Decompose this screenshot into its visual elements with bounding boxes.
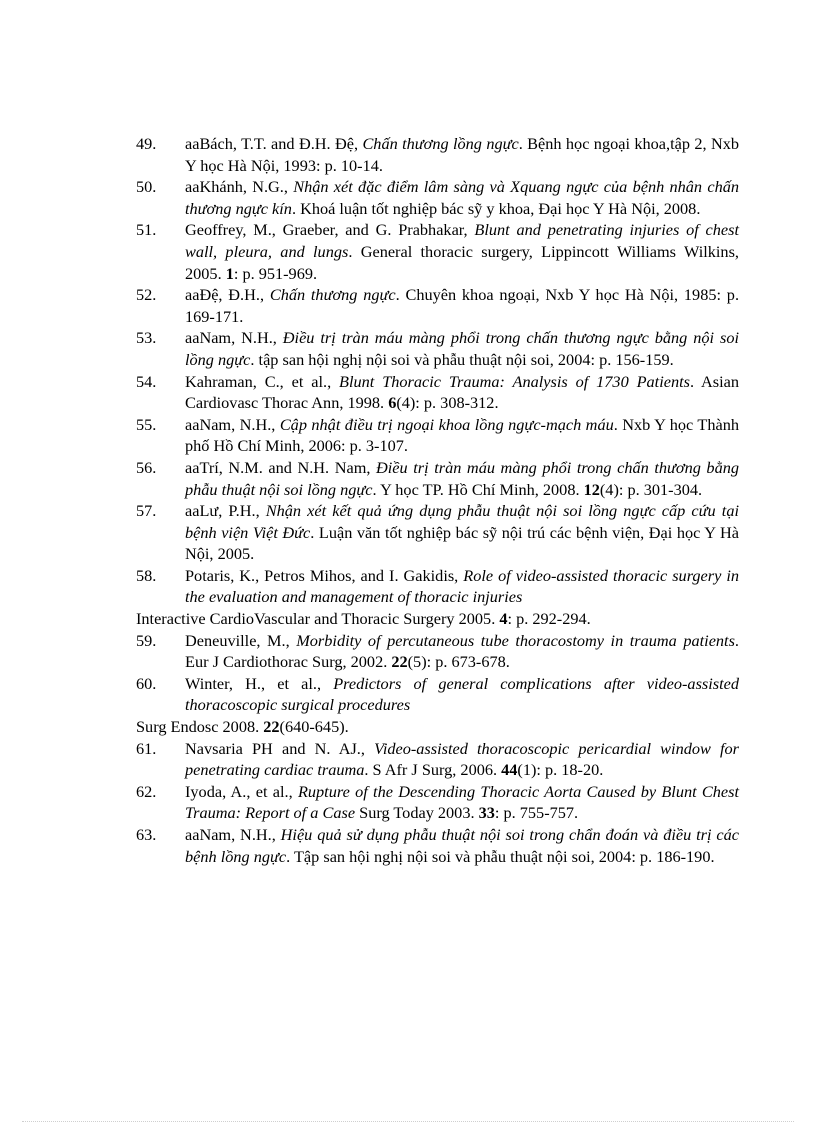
reference-number: 63. (136, 825, 157, 844)
reference-text: Potaris, K., Petros Mihos, and I. Gakidis, Role of video-assisted thoracic surgery in the evaluation and management of thoracic injuries Interactive CardioVascular and Thoracic Surgery 2005. 4: p. 292-294. (136, 565, 740, 629)
reference-text: Winter, H., et al., Predictors of general complications after video-assisted thoracoscopic surgical procedures Surg Endosc 2008. 22(640-645). (136, 673, 739, 737)
reference-item (136, 824, 739, 867)
reference-number: 59. (136, 630, 157, 650)
reference-item (136, 565, 739, 630)
reference-number: 53. (136, 328, 157, 348)
reference-number: 50. (136, 177, 157, 197)
reference-text: Geoffrey, M., Graeber, and G. Prabhakar, Blunt and penetrating injuries of chest wall, pleura, and lungs. General thoracic surgery, Lippincott Williams Wilkins, 2005. 1: p. 951-969. (185, 220, 739, 283)
reference-text: Iyoda, A., et al., Rupture of the Descending Thoracic Aorta Caused by Blunt Chest Trauma: Report of a Case Surg Today 2003. 33: p. 755-757. (185, 781, 739, 823)
reference-number: 62. (136, 781, 157, 801)
reference-list (136, 133, 739, 867)
reference-number: 51. (136, 220, 157, 240)
reference-text: Navsaria PH and N. AJ., Video-assisted thoracoscopic pericardial window for penetrating cardiac trauma. S Afr J Surg, 2006. 44(1): p. 18-20. (185, 738, 739, 780)
reference-journal-line: Interactive CardioVascular and Thoracic Surgery 2005. 4: p. 292-294. (136, 609, 591, 629)
page-bottom-border (22, 1121, 794, 1122)
reference-item (136, 500, 739, 565)
reference-item (136, 738, 739, 781)
reference-text: aaLư, P.H., Nhận xét kết quả ứng dụng phẫu thuật nội soi lồng ngực cấp cứu tại bệnh viện Việt Đức. Luận văn tốt nghiệp bác sỹ nội trú các bệnh viện, Đại học Y Hà Nội, 2005. (185, 501, 739, 564)
reference-text: Kahraman, C., et al., Blunt Thoracic Trauma: Analysis of 1730 Patients. Asian Cardiovasc Thorac Ann, 1998. 6(4): p. 308-312. (185, 371, 740, 413)
reference-item (136, 219, 739, 284)
reference-text: aaNam, N.H., Hiệu quả sử dụng phẫu thuật nội soi trong chẩn đoán và điều trị các bệnh lồng ngực. Tập san hội nghị nội soi và phẫu thuật nội soi, 2004: p. 186-190. (185, 825, 739, 866)
reference-number: 56. (136, 457, 157, 477)
reference-text: aaBách, T.T. and Đ.H. Đệ, Chấn thương lồng ngực. Bệnh học ngoại khoa,tập 2, Nxb Y học Hà Nội, 1993: p. 10-14. (185, 134, 739, 175)
reference-journal-line: Surg Endosc 2008. 22(640-645). (136, 717, 349, 737)
reference-text: aaĐệ, Đ.H., Chấn thương ngực. Chuyên khoa ngoại, Nxb Y học Hà Nội, 1985: p. 169-171. (185, 285, 740, 326)
reference-item (136, 414, 739, 457)
reference-text: aaTrí, N.M. and N.H. Nam, Điều trị tràn máu màng phổi trong chấn thương bằng phẫu thuật nội soi lồng ngực. Y học TP. Hồ Chí Minh, 2008. 12(4): p. 301-304. (185, 457, 739, 499)
reference-number: 61. (136, 738, 157, 758)
reference-text: aaNam, N.H., Cập nhật điều trị ngoại khoa lồng ngực-mạch máu. Nxb Y học Thành phố Hồ Chí Minh, 2006: p. 3-107. (185, 414, 740, 456)
reference-item (136, 781, 739, 824)
reference-text: Deneuville, M., Morbidity of percutaneous tube thoracostomy in trauma patients. Eur J Cardiothorac Surg, 2002. 22(5): p. 673-678. (185, 630, 739, 672)
reference-text: aaKhánh, N.G., Nhận xét đặc điểm lâm sàng và Xquang ngực của bệnh nhân chấn thương ngực kín. Khoá luận tốt nghiệp bác sỹ y khoa, Đại học Y Hà Nội, 2008. (185, 177, 739, 218)
reference-item (136, 673, 739, 738)
reference-item (136, 284, 739, 327)
reference-number: 54. (136, 371, 157, 391)
reference-number: 58. (136, 565, 157, 585)
reference-item (136, 133, 739, 176)
reference-item (136, 457, 739, 500)
reference-item (136, 176, 739, 219)
reference-number: 49. (136, 134, 157, 153)
reference-number: 57. (136, 501, 157, 521)
reference-text: aaNam, N.H., Điều trị tràn máu màng phổi trong chấn thương ngực bằng nội soi lồng ngực. tập san hội nghị nội soi và phẫu thuật nội soi, 2004: p. 156-159. (185, 328, 739, 369)
reference-number: 55. (136, 414, 157, 434)
reference-item (136, 371, 739, 414)
reference-number: 60. (136, 673, 157, 693)
reference-number: 52. (136, 285, 157, 305)
reference-item (136, 630, 739, 673)
reference-item (136, 327, 739, 370)
